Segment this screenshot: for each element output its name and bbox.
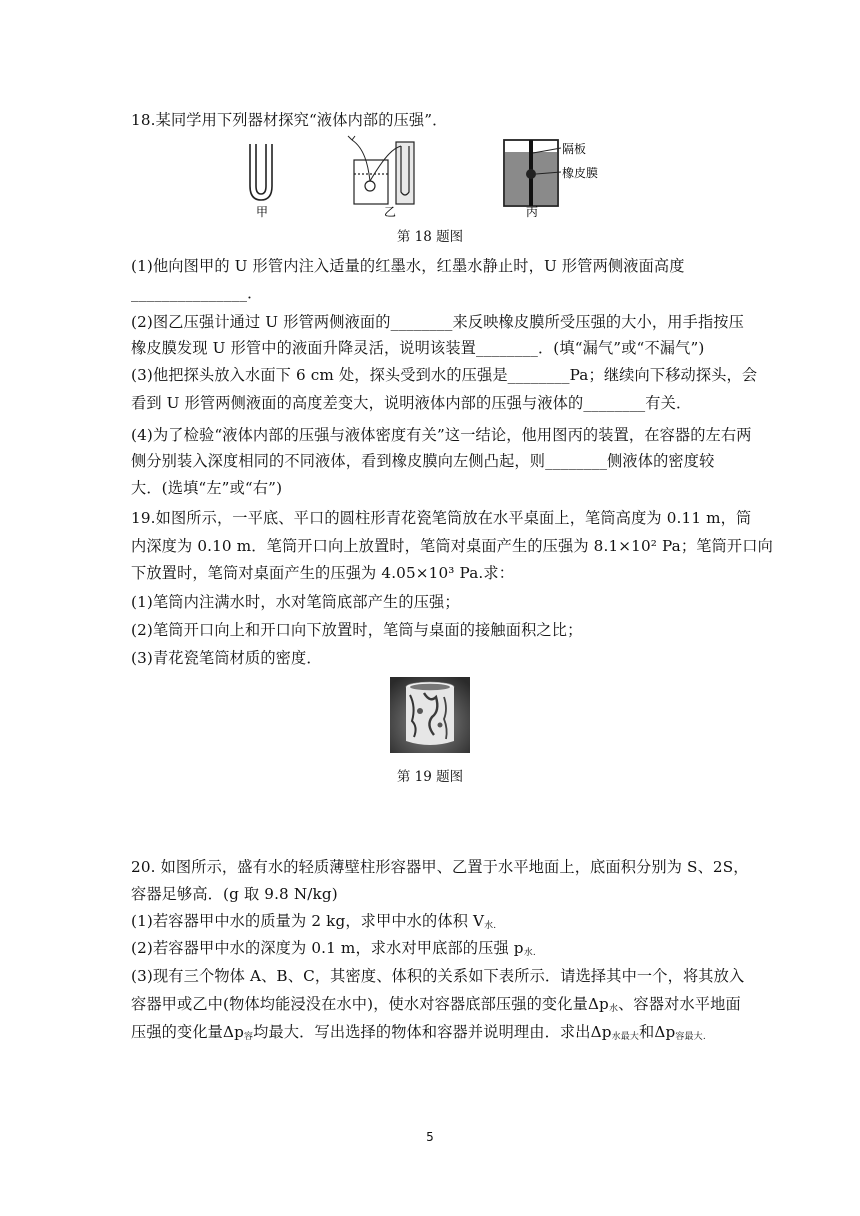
q18-part2-line1: (2)图乙压强计通过 U 形管两侧液面的________来反映橡皮膜所受压强的大小，用手指按压 (131, 313, 744, 331)
fig-label-bing: 丙 (526, 205, 539, 219)
q19-part2: (2)笔筒开口向上和开口向下放置时，笔筒与桌面的接触面积之比； (131, 621, 583, 639)
q20-part3-line3-sub1: 容 (244, 1032, 254, 1042)
q20-part3-line2 (131, 994, 741, 1019)
q20-part1 (131, 911, 731, 936)
q20-part3-line3-sub2: 水最大 (611, 1032, 640, 1042)
pen-holder-photo (390, 677, 470, 753)
fig-label-xiangpimo: 橡皮膜 (562, 166, 599, 180)
q20-part3-line1: (3)现有三个物体 A、B、C，其密度、体积的关系如下表所示．请选择其中一个，将其放入 (131, 967, 745, 985)
q18-title: 18.某同学用下列器材探究“液体内部的压强”． (131, 111, 448, 129)
q20-part2-sub: 水. (523, 948, 536, 958)
fig-label-jia: 甲 (256, 205, 269, 219)
q19-line3: 下放置时，笔筒对桌面产生的压强为 4.05×10³ Pa.求： (131, 564, 515, 582)
q20-part2-text: (2)若容器甲中水的深度为 0.1 m，求水对甲底部的压强 p (131, 939, 524, 957)
q19-part1: (1)笔筒内注满水时，水对笔筒底部产生的压强； (131, 593, 460, 611)
q20-part3-line3-c: 和Δp (639, 1023, 676, 1041)
q20-part3-line2-b: 、容器对水平地面 (618, 995, 741, 1013)
q20-part3-line3-sub3: 容最大. (675, 1032, 706, 1042)
q19-line2: 内深度为 0.10 m．笔筒开口向上放置时，笔筒对桌面产生的压强为 8.1×10² Pa；笔筒开口向 (131, 537, 773, 555)
q20-part3-line3-a: 压强的变化量Δp (131, 1023, 245, 1041)
q19-caption: 第 19 题图 (396, 769, 464, 785)
q20-part3-line2-a: 容器甲或乙中(物体均能浸没在水中)，使水对容器底部压强的变化量Δp (131, 995, 609, 1013)
q18-part4-line3: 大．(选填“左”或“右”) (131, 479, 283, 497)
q19-line1: 19.如图所示，一平底、平口的圆柱形青花瓷笔筒放在水平桌面上，笔筒高度为 0.11 m，筒 (131, 509, 752, 527)
page-number: 5 (426, 1130, 434, 1144)
q20-line1: 20. 如图所示，盛有水的轻质薄壁柱形容器甲、乙置于水平地面上，底面积分别为 S、2S， (131, 858, 749, 876)
q18-part4-line1: (4)为了检验“液体内部的压强与液体密度有关”这一结论，他用图丙的装置，在容器的左右两 (131, 426, 752, 444)
q18-caption: 第 18 题图 (396, 229, 464, 245)
q20-part1-text: (1)若容器甲中水的质量为 2 kg，求甲中水的体积 V (131, 912, 485, 930)
q19-part3: (3)青花瓷笔筒材质的密度． (131, 649, 322, 667)
q20-part1-sub: 水. (484, 921, 497, 931)
u-tube-diagram (250, 144, 272, 200)
q20-part3-line3 (131, 1022, 731, 1047)
pressure-gauge-diagram (348, 136, 414, 204)
q18-part1-line1: (1)他向图甲的 U 形管内注入适量的红墨水，红墨水静止时，U 形管两侧液面高度 (131, 257, 685, 275)
divider-container-diagram (504, 140, 561, 206)
q20-part2 (131, 938, 731, 963)
q18-part4-line2: 侧分别装入深度相同的不同液体，看到橡皮膜向左侧凸起，则________侧液体的密度较 (131, 452, 715, 470)
fig-label-yi: 乙 (384, 205, 397, 219)
q18-part2-line2: 橡皮膜发现 U 形管中的液面升降灵活，说明该装置________．(填“漏气”或“不漏气”) (131, 339, 705, 357)
q18-part3-line2: 看到 U 形管两侧液面的高度差变大，说明液体内部的压强与液体的________有关． (131, 394, 692, 412)
fig-label-geban: 隔板 (562, 142, 587, 156)
q20-part3-line3-b: 均最大．写出选择的物体和容器并说明理由．求出Δp (253, 1023, 612, 1041)
q20-part3-line2-sub: 水 (608, 1004, 619, 1014)
q18-figure (236, 134, 626, 224)
q18-part1-line2: _______________． (131, 284, 263, 302)
q20-line2: 容器足够高．(g 取 9.8 N/kg) (131, 885, 338, 903)
q18-part3-line1: (3)他把探头放入水面下 6 cm 处，探头受到水的压强是________Pa；继续向下移动探头，会 (131, 366, 758, 384)
